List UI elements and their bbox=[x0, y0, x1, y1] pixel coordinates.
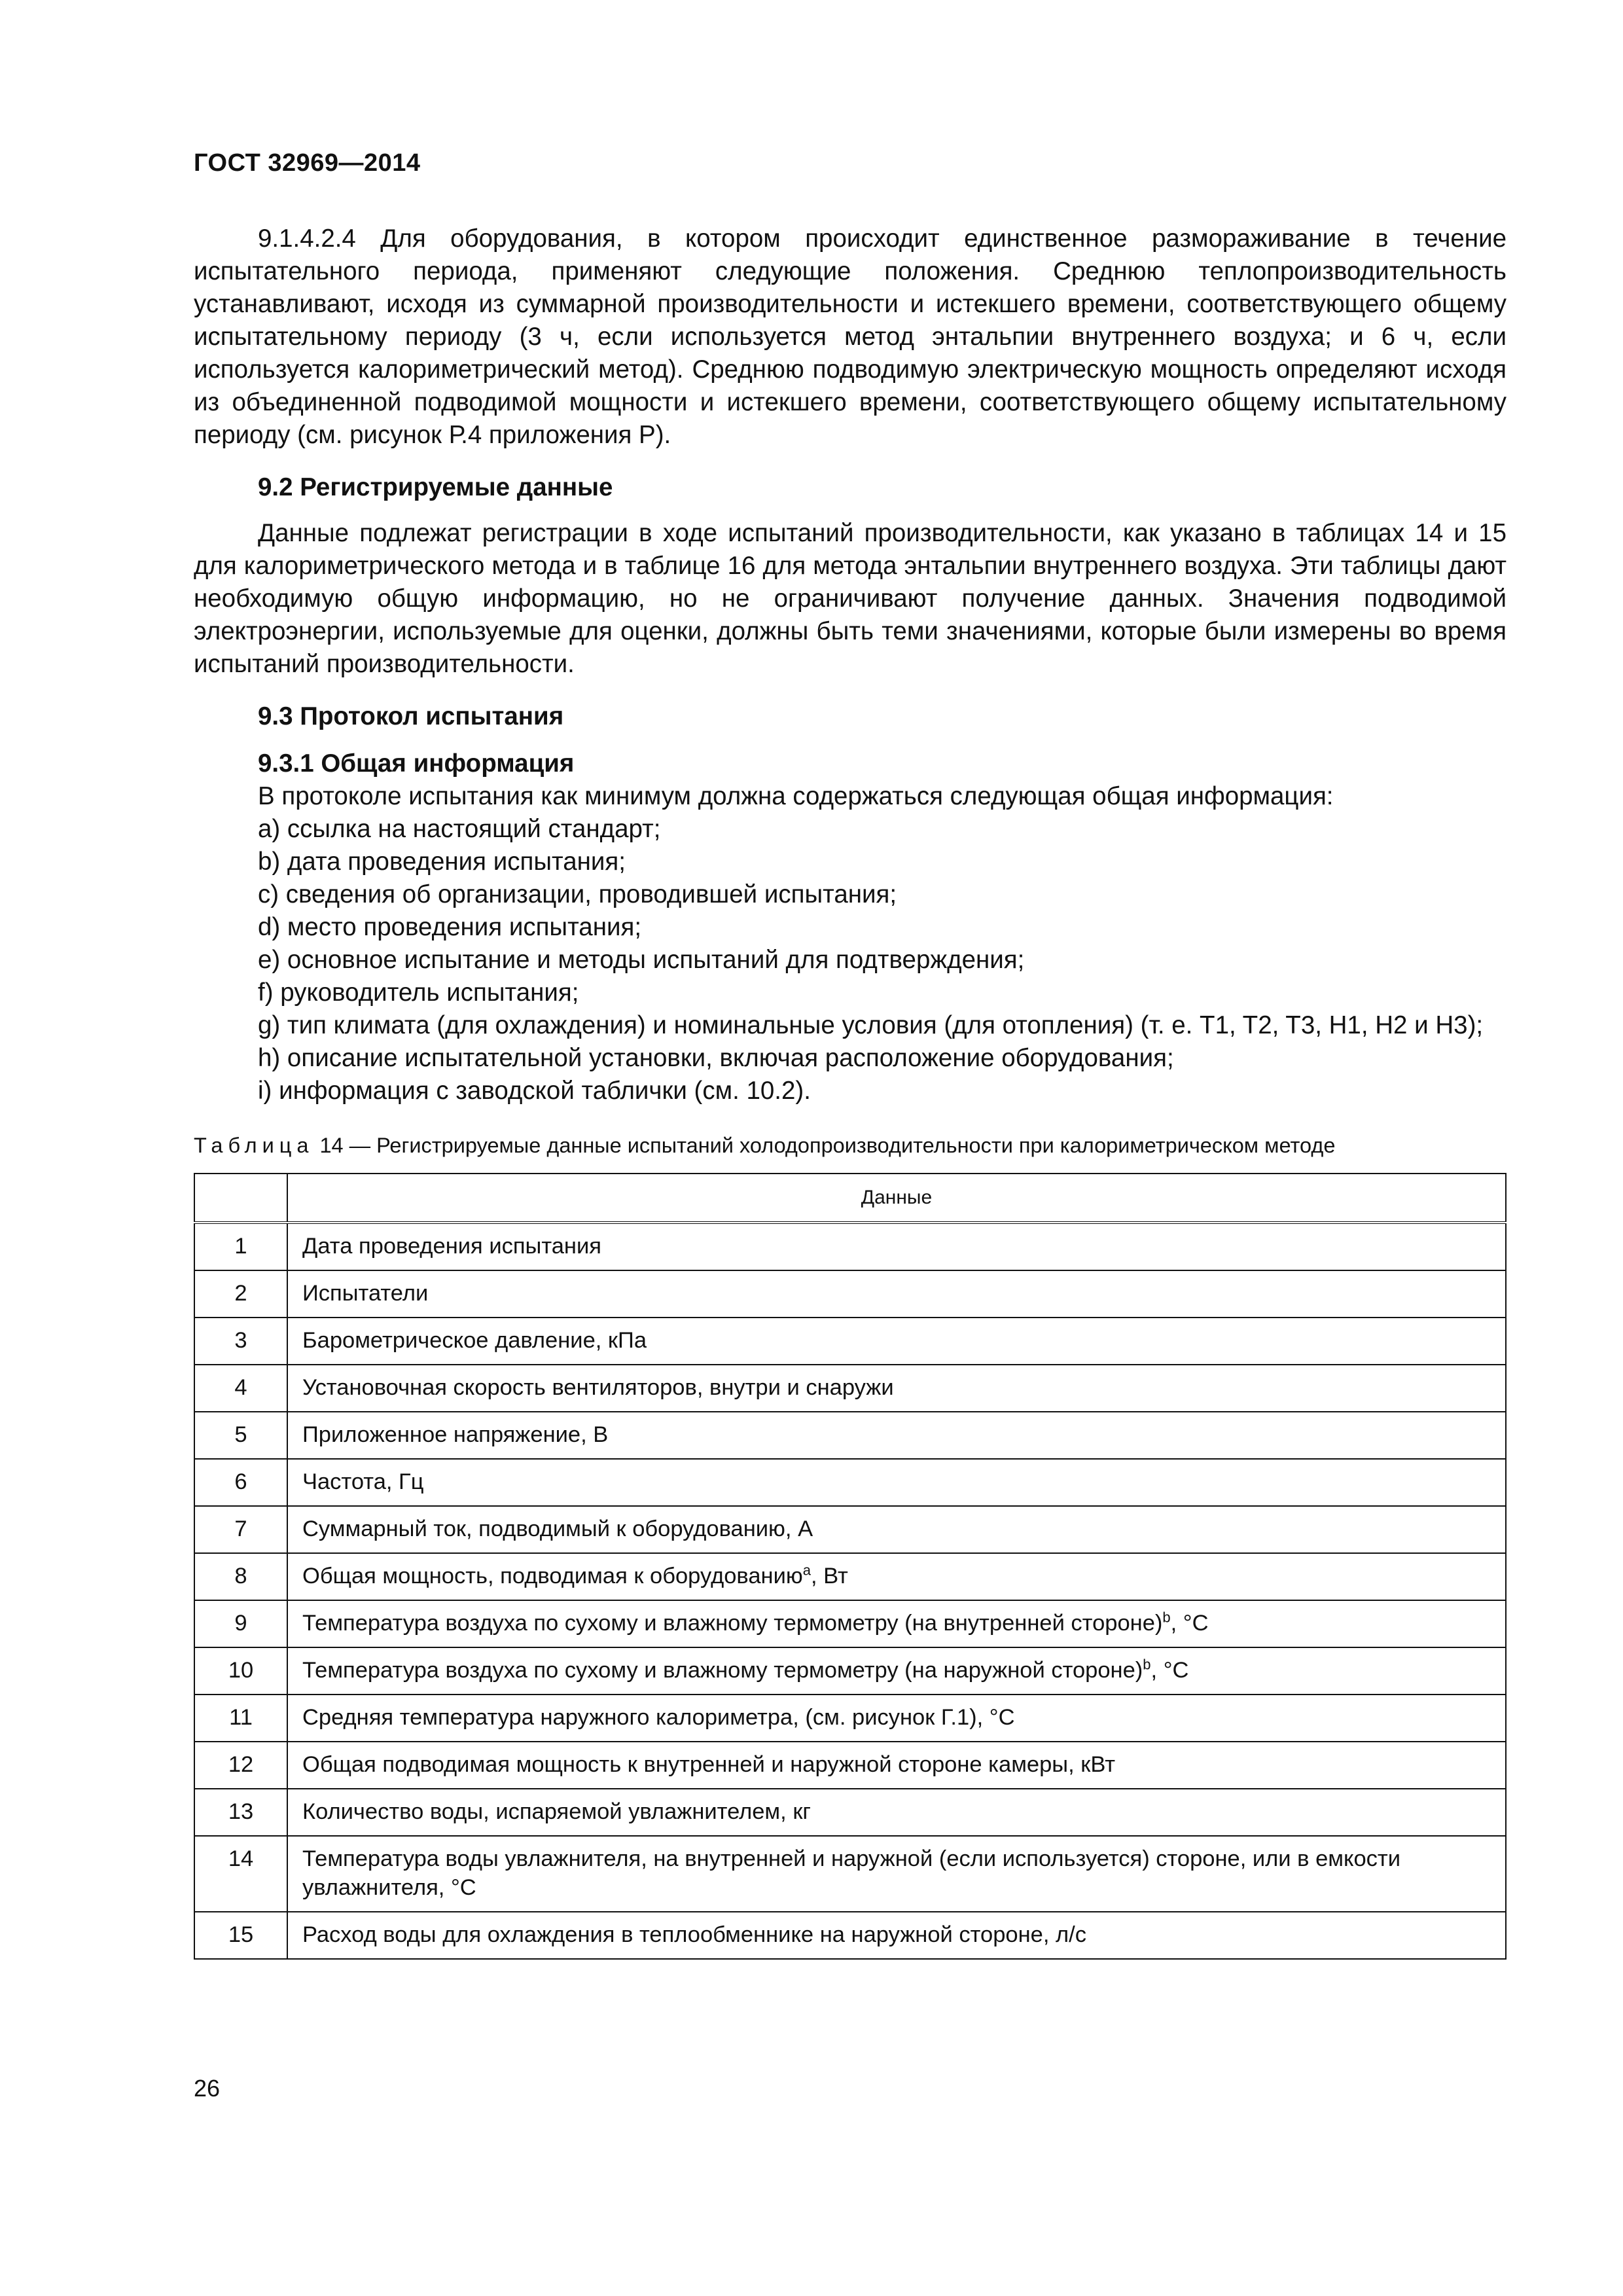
table-row bbox=[194, 1600, 1506, 1647]
row-number: 2 bbox=[194, 1270, 287, 1318]
row-text: Установочная скорость вентиляторов, внутри и снаружи bbox=[287, 1365, 1506, 1412]
row-text bbox=[287, 1553, 1506, 1600]
row-text: Суммарный ток, подводимый к оборудованию, А bbox=[287, 1506, 1506, 1553]
row-text: Частота, Гц bbox=[287, 1459, 1506, 1506]
row-number: 12 bbox=[194, 1742, 287, 1789]
page-content bbox=[194, 223, 1507, 1960]
row-number: 7 bbox=[194, 1506, 287, 1553]
row-text: Общая подводимая мощность к внутренней и наружной стороне камеры, кВт bbox=[287, 1742, 1506, 1789]
row-text: Средняя температура наружного калориметра, (см. рисунок Г.1), °С bbox=[287, 1695, 1506, 1742]
row-number: 5 bbox=[194, 1412, 287, 1459]
row-number: 4 bbox=[194, 1365, 287, 1412]
row-text-unit: , Вт bbox=[810, 1564, 848, 1588]
table-header-row bbox=[194, 1174, 1506, 1223]
table-row bbox=[194, 1223, 1506, 1270]
paragraph-9-1-4-2-4: 9.1.4.2.4 Для оборудования, в котором происходит единственное размораживание в течение испытательного периода, применяют следующие положения. Среднюю теплопроизводительность устанавливают, исходя из суммарной производительности и истекшего времени, соответствующего общему испытательному периоду (3 ч, если используется метод энтальпии внутреннего воздуха; и 6 ч, если используется калориметрический метод). Среднюю подводимую электрическую мощность определяют исходя из объединенной подводимой мощности и истекшего времени, соответствующего общему испытательному периоду (см. рисунок Р.4 приложения Р). bbox=[194, 224, 1507, 449]
row-text-unit: , °С bbox=[1150, 1658, 1189, 1683]
row-number: 9 bbox=[194, 1600, 287, 1647]
list-item: f) руководитель испытания; bbox=[258, 978, 579, 1007]
table-row bbox=[194, 1506, 1506, 1553]
row-text: Количество воды, испаряемой увлажнителем, кг bbox=[287, 1789, 1506, 1836]
row-number: 11 bbox=[194, 1695, 287, 1742]
table-row bbox=[194, 1318, 1506, 1365]
row-number: 8 bbox=[194, 1553, 287, 1600]
table-row bbox=[194, 1553, 1506, 1600]
list-item: d) место проведения испытания; bbox=[258, 913, 642, 941]
row-text-main: Температура воздуха по сухому и влажному термометру (на внутренней стороне) bbox=[302, 1611, 1163, 1636]
row-text-main: Температура воздуха по сухому и влажному термометру (на наружной стороне) bbox=[302, 1658, 1143, 1683]
table-row bbox=[194, 1412, 1506, 1459]
table-row bbox=[194, 1647, 1506, 1695]
recorded-data-table bbox=[194, 1173, 1507, 1960]
paragraph-9-2: Данные подлежат регистрации в ходе испытаний производительности, как указано в таблицах 14 и 15 для калориметрического метода и в таблице 16 для метода энтальпии внутреннего воздуха. Эти таблицы дают необходимую общую информацию, но не ограничивают получение данных. Значения подводимой электроэнергии, используемые для оценки, должны быть теми значениями, которые были измерены во время испытаний производительности. bbox=[194, 519, 1507, 678]
row-text: Приложенное напряжение, В bbox=[287, 1412, 1506, 1459]
table-row bbox=[194, 1695, 1506, 1742]
row-text bbox=[287, 1600, 1506, 1647]
row-number: 3 bbox=[194, 1318, 287, 1365]
section-heading-9-2: 9.2 Регистрируемые данные bbox=[258, 473, 613, 501]
list-item: i) информация с заводской таблички (см. 10.2). bbox=[258, 1077, 811, 1105]
list-item: a) ссылка на настоящий стандарт; bbox=[258, 815, 661, 843]
row-text-main: Общая мощность, подводимая к оборудованию bbox=[302, 1564, 803, 1588]
row-number: 10 bbox=[194, 1647, 287, 1695]
page-number: 26 bbox=[194, 2075, 221, 2102]
row-text-unit: , °С bbox=[1170, 1611, 1209, 1636]
row-number: 14 bbox=[194, 1836, 287, 1912]
paragraph-9-3-1-intro: В протоколе испытания как минимум должна содержаться следующая общая информация: bbox=[258, 782, 1334, 810]
row-text bbox=[287, 1647, 1506, 1695]
protocol-info-list bbox=[194, 813, 1507, 1107]
row-number: 15 bbox=[194, 1912, 287, 1959]
row-text: Дата проведения испытания bbox=[287, 1223, 1506, 1270]
list-item: e) основное испытание и методы испытаний для подтверждения; bbox=[258, 946, 1025, 974]
table-row bbox=[194, 1459, 1506, 1506]
table-caption-label: Таблица bbox=[194, 1134, 314, 1157]
table-row bbox=[194, 1270, 1506, 1318]
table-header-data: Данные bbox=[287, 1174, 1506, 1223]
list-item: g) тип климата (для охлаждения) и номинальные условия (для отопления) (т. е. T1, T2, T3, H1, H2 и H3); bbox=[258, 1011, 1484, 1039]
subsection-heading-9-3-1: 9.3.1 Общая информация bbox=[258, 749, 575, 778]
table-header-number bbox=[194, 1174, 287, 1223]
list-item: c) сведения об организации, проводившей испытания; bbox=[258, 880, 897, 908]
row-text: Барометрическое давление, кПа bbox=[287, 1318, 1506, 1365]
list-item: b) дата проведения испытания; bbox=[258, 848, 626, 876]
table-row bbox=[194, 1365, 1506, 1412]
footnote-marker-b: b bbox=[1162, 1609, 1171, 1626]
footnote-marker-a: a bbox=[802, 1562, 811, 1579]
section-heading-9-3: 9.3 Протокол испытания bbox=[258, 702, 564, 730]
table-row bbox=[194, 1836, 1506, 1912]
document-header: ГОСТ 32969—2014 bbox=[194, 149, 421, 177]
row-number: 13 bbox=[194, 1789, 287, 1836]
row-text: Расход воды для охлаждения в теплообменнике на наружной стороне, л/с bbox=[287, 1912, 1506, 1959]
table-caption bbox=[194, 1131, 1507, 1160]
row-text: Температура воды увлажнителя, на внутренней и наружной (если используется) стороне, или в емкости увлажнителя, °С bbox=[287, 1836, 1506, 1912]
list-item: h) описание испытательной установки, включая расположение оборудования; bbox=[258, 1044, 1174, 1072]
table-row bbox=[194, 1789, 1506, 1836]
row-number: 1 bbox=[194, 1223, 287, 1270]
footnote-marker-b: b bbox=[1143, 1656, 1151, 1673]
row-number: 6 bbox=[194, 1459, 287, 1506]
row-text: Испытатели bbox=[287, 1270, 1506, 1318]
table-row bbox=[194, 1912, 1506, 1959]
table-caption-text: 14 — Регистрируемые данные испытаний холодопроизводительности при калориметрическом методе bbox=[313, 1134, 1336, 1157]
table-row bbox=[194, 1742, 1506, 1789]
